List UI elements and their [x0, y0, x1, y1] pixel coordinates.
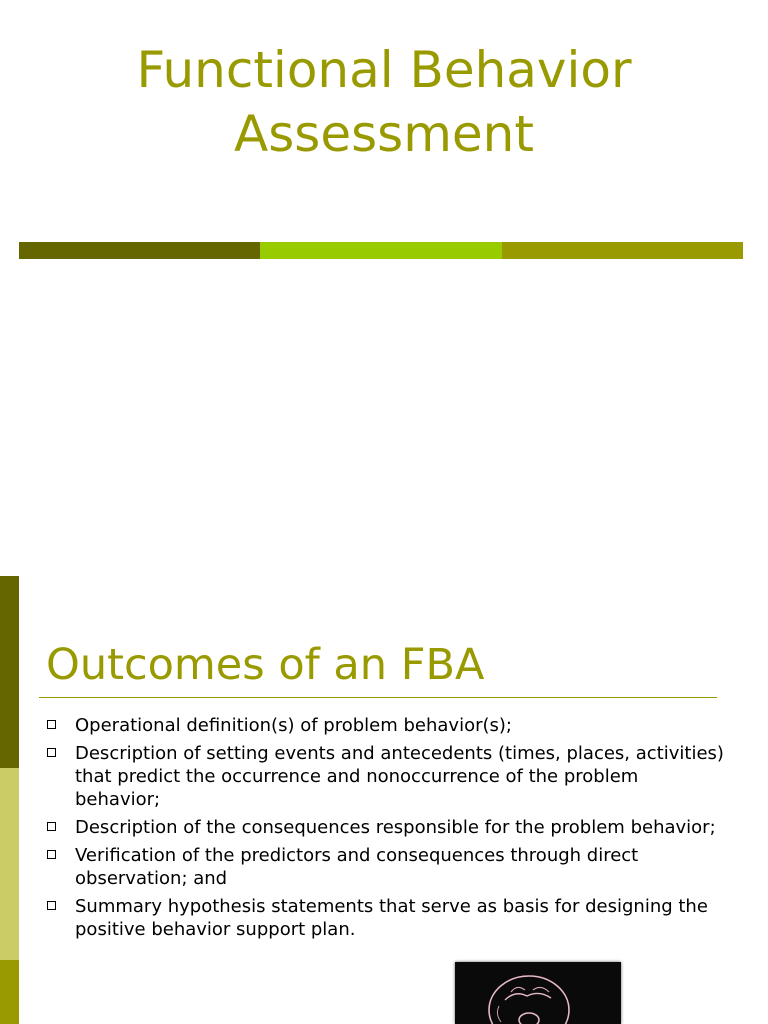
slide1-title-line2: Assessment — [234, 105, 534, 163]
list-item — [46, 844, 726, 890]
side-accent-bar — [0, 576, 19, 1024]
list-item — [46, 816, 726, 839]
list-item-text: Description of setting events and antecedents (times, places, activities) that predict the occurrence and nonoccurrence of the problem behavior; — [75, 743, 724, 810]
face-sketch-icon — [455, 962, 621, 1024]
list-item — [46, 714, 726, 737]
title-underline-rule — [39, 697, 717, 698]
color-bar-segment-dark-olive — [19, 242, 260, 259]
hollow-square-bullet-icon — [47, 822, 56, 831]
side-bar-segment-light-olive — [0, 768, 19, 960]
outcomes-bullet-list — [46, 714, 726, 946]
hollow-square-bullet-icon — [47, 720, 56, 729]
face-sketch-image — [455, 962, 621, 1024]
slide1-title — [0, 38, 768, 166]
list-item-text: Verification of the predictors and consequences through direct observation; and — [75, 845, 639, 889]
side-bar-segment-olive — [0, 960, 19, 1024]
color-bar-segment-olive — [502, 242, 743, 259]
list-item-text: Description of the consequences responsible for the problem behavior; — [75, 817, 716, 838]
list-item-text: Operational definition(s) of problem behavior(s); — [75, 715, 512, 736]
list-item — [46, 895, 726, 941]
list-item — [46, 742, 726, 811]
hollow-square-bullet-icon — [47, 850, 56, 859]
decorative-color-bar — [19, 242, 743, 259]
slide1-title-line1: Functional Behavior — [136, 41, 632, 99]
side-bar-segment-dark-olive — [0, 576, 19, 768]
hollow-square-bullet-icon — [47, 901, 56, 910]
color-bar-segment-lime — [260, 242, 501, 259]
slide2-title: Outcomes of an FBA — [46, 640, 485, 690]
hollow-square-bullet-icon — [47, 748, 56, 757]
list-item-text: Summary hypothesis statements that serve as basis for designing the positive behavior support plan. — [75, 896, 708, 940]
